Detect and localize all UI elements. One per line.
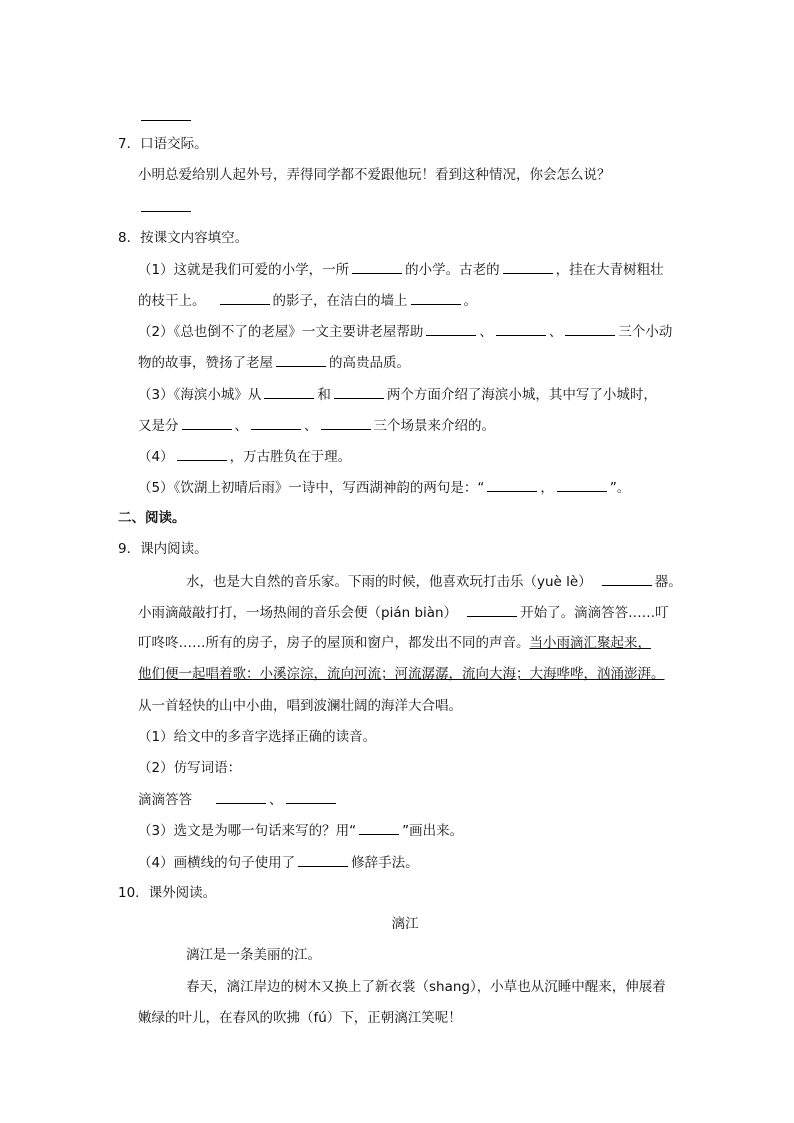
q8-title: 8．按课文内容填空。: [118, 230, 249, 246]
passage-heading: 漓江: [391, 916, 419, 932]
q8-text: 物的故事，赞扬了老屋: [138, 355, 273, 371]
q10-passage-line2: 春天，漓江岸边的树木又换上了新衣裳（shang），小草也从沉睡中醒来，伸展着: [186, 979, 666, 995]
answer-blank[interactable]: [352, 259, 402, 274]
q9-text: （4）画横线的句子使用了: [138, 855, 296, 871]
q8-part1-line1: [138, 259, 664, 280]
q9-sub4: [138, 852, 419, 873]
q9-text: ”画出来。: [402, 823, 464, 839]
q8-part4: [138, 446, 351, 467]
q8-text: 三个小动: [618, 324, 673, 340]
q8-text: ，挂在大青树粗壮: [555, 262, 664, 278]
answer-blank[interactable]: [334, 384, 384, 399]
q8-text: 。: [463, 293, 477, 309]
q9-text: 修辞手法。: [351, 855, 419, 871]
answer-blank[interactable]: [286, 789, 336, 804]
q8-part2-line1: [138, 321, 672, 342]
q8-text: ，: [540, 480, 554, 496]
q8-text: （1）这就是我们可爱的小学，一所: [138, 262, 350, 278]
answer-blank[interactable]: [467, 602, 517, 617]
q8-part1-line2: [138, 290, 477, 311]
answer-blank[interactable]: [264, 384, 314, 399]
q8-text: ，万古胜负在于理。: [229, 449, 352, 465]
q8-text: 、: [479, 324, 493, 340]
q7-body: 小明总爱给别人起外号，弄得同学都不爱跟他玩！看到这种情况，你会怎么说？: [138, 167, 611, 183]
answer-blank[interactable]: [251, 415, 301, 430]
q8-text: 、: [304, 418, 318, 434]
answer-blank[interactable]: [298, 852, 348, 867]
underlined-sentence: 当小雨滴汇聚起来，: [529, 635, 651, 651]
q8-text: 的影子，在洁白的墙上: [272, 293, 408, 309]
passage-text: 水，也是大自然的音乐家。下雨的时候，他喜欢玩打击乐（yuè lè）: [186, 574, 592, 590]
answer-blank[interactable]: [411, 290, 461, 305]
q10-title: 10．课外阅读。: [118, 885, 217, 901]
q8-text: 、: [234, 418, 248, 434]
separator: 、: [269, 792, 283, 808]
q9-sub3: [138, 820, 463, 841]
answer-blank[interactable]: [220, 290, 270, 305]
answer-blank[interactable]: [496, 321, 546, 336]
q8-text: （4）: [138, 449, 174, 465]
q9-passage-line3: [138, 633, 651, 653]
q8-part5: [138, 477, 630, 498]
q7-title: 7．口语交际。: [118, 136, 208, 152]
q8-text: （5）《饮湖上初晴后雨》一诗中，写西湖神韵的两句是：“: [138, 480, 485, 496]
answer-blank-q6: [138, 106, 194, 127]
answer-blank[interactable]: [276, 352, 326, 367]
passage-text: 开始了。滴滴答答……叮: [520, 605, 669, 621]
answer-blank[interactable]: [426, 321, 476, 336]
answer-blank[interactable]: [565, 321, 615, 336]
answer-blank[interactable]: [182, 415, 232, 430]
q8-text: （3）《海滨小城》从: [138, 387, 262, 403]
q9-sub2-answer: [138, 789, 339, 810]
answer-blank[interactable]: [503, 259, 553, 274]
q9-passage-line1: [186, 571, 682, 592]
passage-text: 器。: [654, 574, 682, 590]
q8-text: 的枝干上。: [138, 293, 206, 309]
passage-text: 小雨滴敲敲打打，一场热闹的音乐会便（pián biàn）: [138, 605, 458, 621]
answer-blank[interactable]: [487, 477, 537, 492]
answer-blank[interactable]: [557, 477, 607, 492]
q8-text: 和: [317, 387, 331, 403]
q8-text: （2）《总也倒不了的老屋》一文主要讲老屋帮助: [138, 324, 424, 340]
q8-text: 、: [548, 324, 563, 340]
q9-passage-line2: [138, 602, 669, 623]
q8-text: 的小学。古老的: [405, 262, 500, 278]
q9-sub2: （2）仿写词语：: [138, 760, 242, 776]
answer-blank[interactable]: [177, 446, 227, 461]
q9-text: （3）选文是为哪一句话来写的？用“: [138, 823, 357, 839]
q10-passage-line1: 漓江是一条美丽的江。: [186, 947, 321, 963]
answer-blank[interactable]: [602, 571, 652, 586]
answer-blank[interactable]: [216, 789, 266, 804]
q8-text: 的高贵品质。: [329, 355, 410, 371]
q9-sub1: （1）给文中的多音字选择正确的读音。: [138, 729, 377, 745]
q8-text: ”。: [609, 480, 631, 496]
q10-passage-line3: 嫩绿的叶儿，在春风的吹拂（fú）下，正朝漓江笑呢！: [138, 1010, 462, 1026]
passage-text: 叮咚咚……所有的房子，房子的屋顶和窗户，都发出不同的声音。: [138, 635, 530, 651]
q9-passage-line5: 从一首轻快的山中小曲，唱到波澜壮阔的海洋大合唱。: [138, 698, 462, 714]
example-word: 滴滴答答: [138, 792, 192, 808]
answer-blank[interactable]: [321, 415, 371, 430]
underlined-sentence: 他们便一起唱着歌：小溪淙淙，流向河流；河流潺潺，流向大海；大海哗哗，汹涌澎湃。: [138, 666, 665, 682]
q8-part3-line2: [138, 415, 495, 436]
q8-text: 又是分: [138, 418, 179, 434]
section-heading: 二、阅读。: [118, 510, 186, 526]
q8-text: 两个方面介绍了海滨小城，其中写了小城时，: [386, 387, 657, 403]
q8-part3-line1: [138, 384, 657, 405]
answer-blank[interactable]: [359, 820, 399, 835]
q9-title: 9．课内阅读。: [118, 541, 208, 557]
q8-text: 三个场景来介绍的。: [373, 418, 495, 434]
answer-blank-q7: [138, 197, 194, 218]
q8-part2-line2: [138, 352, 410, 373]
